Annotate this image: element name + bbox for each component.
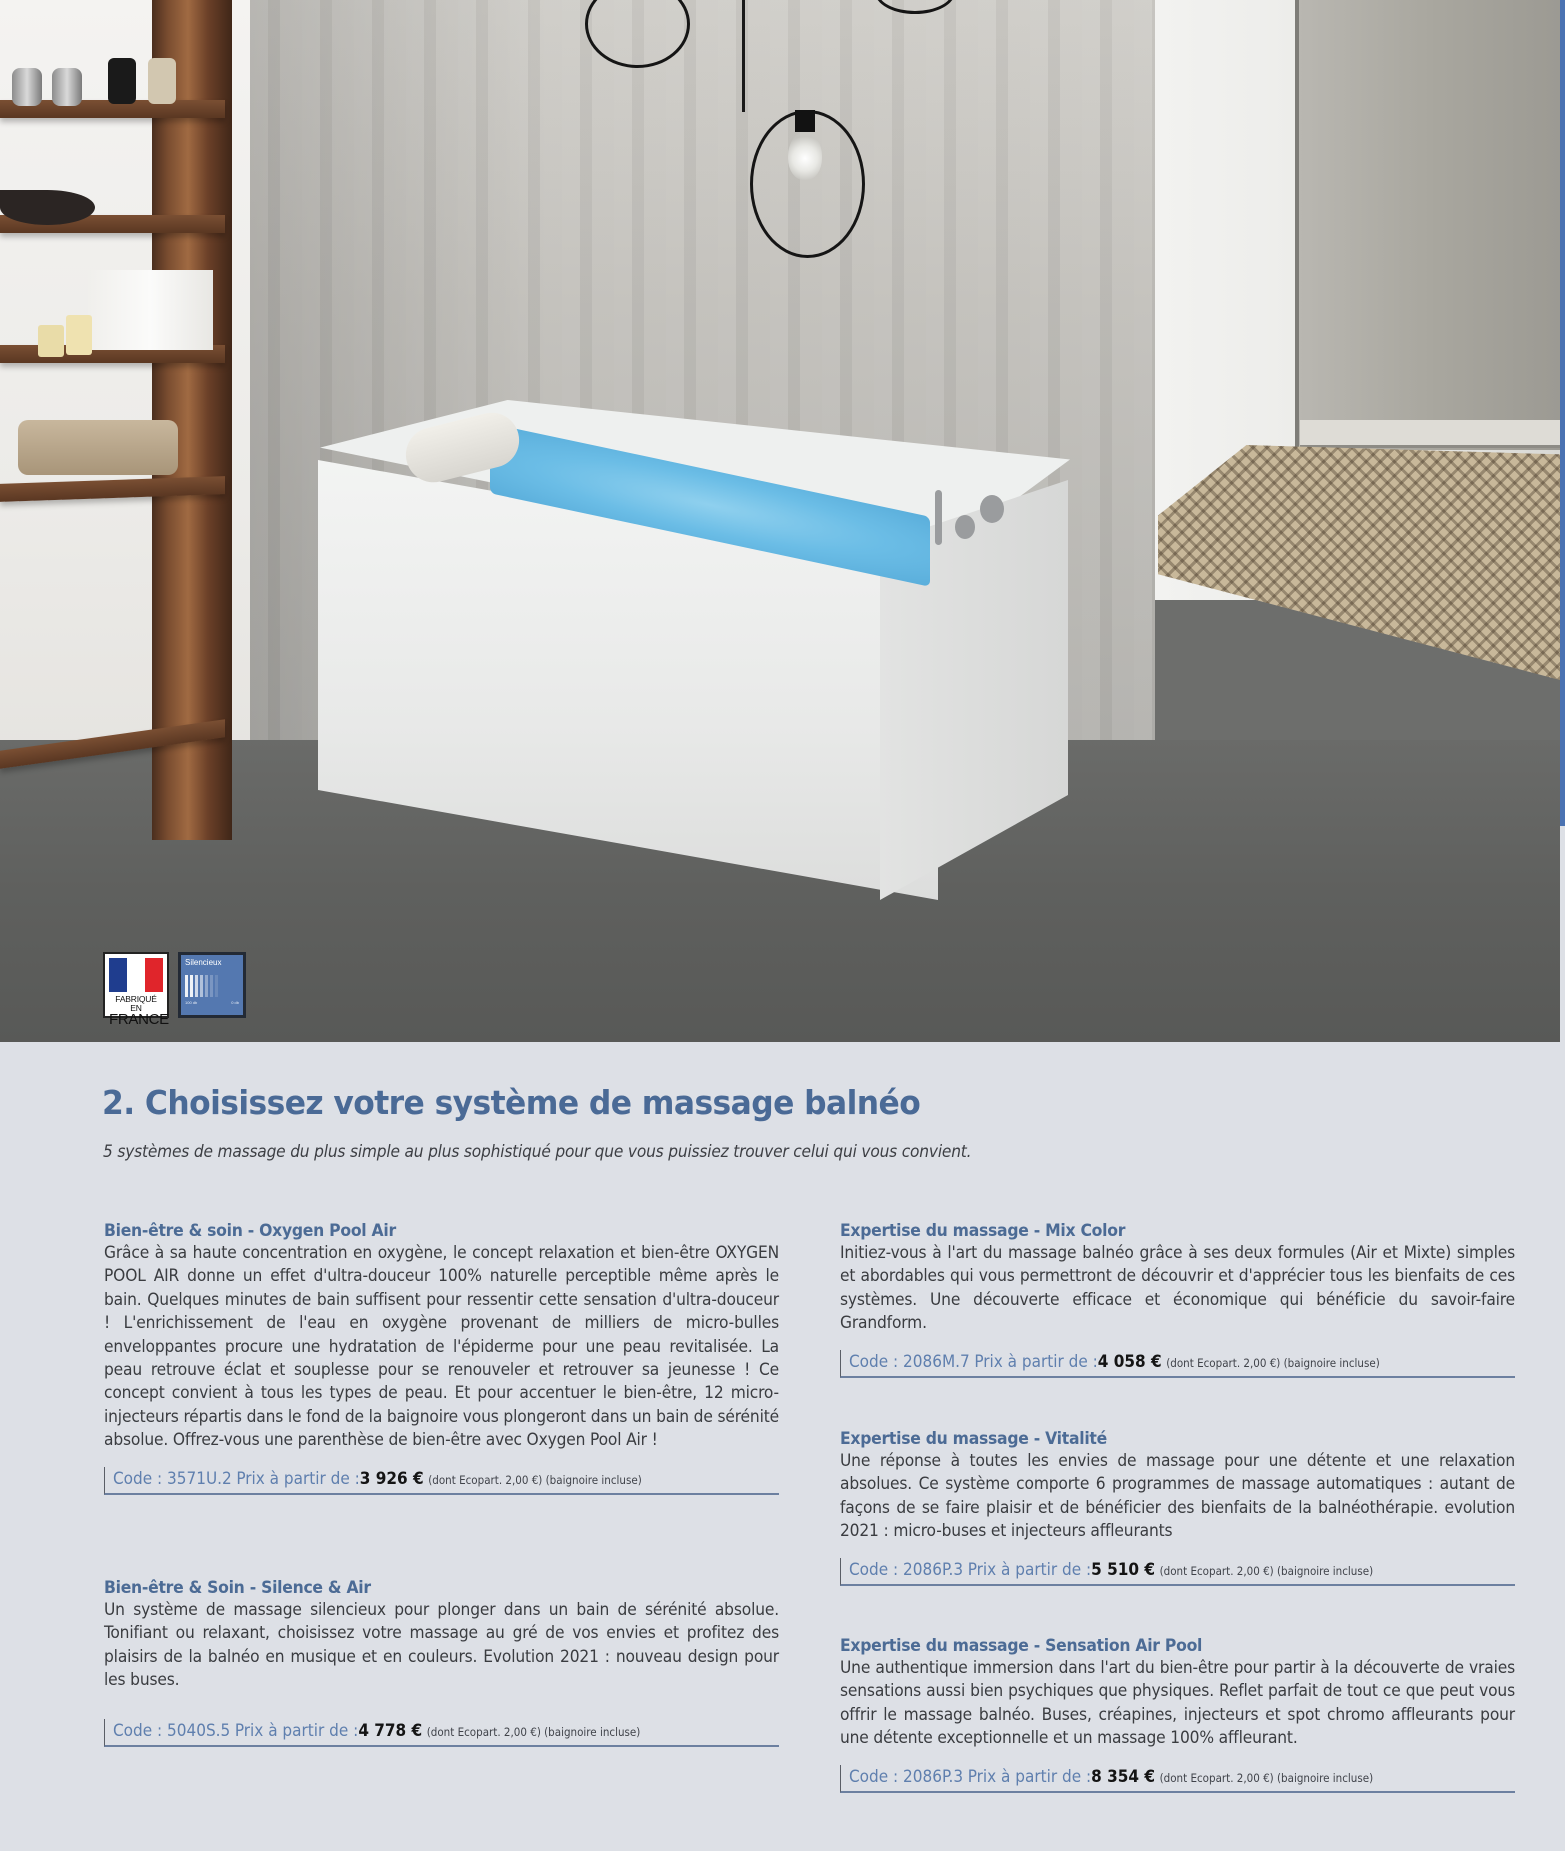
product-code: Code : 2086P.3 [849, 1559, 964, 1580]
price-row [840, 1558, 1515, 1586]
scale-max: 0 db [231, 1000, 239, 1005]
rug [1158, 445, 1560, 680]
price-note: (dont Ecopart. 2,00 €) (baignoire incluse) [428, 1472, 642, 1487]
product-block-mix-color [840, 1220, 1515, 1378]
product-block-sensation-air-pool [840, 1635, 1515, 1793]
badge-line1: FABRIQUÉ EN [115, 994, 157, 1013]
silent-label: Silencieux [185, 958, 222, 967]
tap-knob [980, 495, 1004, 523]
price-row [840, 1350, 1515, 1378]
shower-glass [1295, 0, 1560, 450]
product-description: Grâce à sa haute concentration en oxygène, le concept relaxation et bien-être OXYGEN POOL AIR donne un effet d'ultra-douceur 100% naturelle perceptible même après le bain. Quelques minutes de bain suffisent pour ressentir cette sensation d'ultra-douceur ! L'enrichissement de l'eau en oxygène provenant de milliers de micro-bulles enveloppantes procure une hydratation de l'épiderme pour une peau revitalisée. La peau retrouve éclat et souplesse pour se renouveler et retrouver sa jeunesse ! Ce concept convient à tous les types de peau. Et pour accentuer le bien-être, 12 micro-injecteurs répartis dans le fond de la baignoire vous plongeront dans un bain de sérénité absolue. Offrez-vous une parenthèse de bien-être avec Oxygen Pool Air ! [104, 1243, 779, 1451]
price-amount: 3 926 € [359, 1468, 424, 1489]
product-title: Bien-être & Soin - Silence & Air [104, 1578, 371, 1598]
product-title: Expertise du massage - Mix Color [840, 1221, 1126, 1241]
price-note: (dont Ecopart. 2,00 €) (baignoire incluse) [1159, 1770, 1374, 1785]
books [88, 270, 213, 350]
price-label: Prix à partir de : [967, 1559, 1092, 1580]
towels [18, 420, 178, 475]
jar [12, 68, 42, 106]
section-subtitle: 5 systèmes de massage du plus simple au plus sophistiqué pour que vous puissiez trouver celui qui vous convient. [103, 1142, 972, 1161]
product-block-oxygen-pool-air [104, 1220, 779, 1495]
bottle [108, 58, 136, 104]
shower-tray [1300, 420, 1560, 448]
badge-line2: FRANCE [109, 1011, 169, 1028]
french-flag-icon [109, 958, 163, 992]
price-row [840, 1765, 1515, 1793]
product-description: Une authentique immersion dans l'art du bien-être pour partir à la découverte de vraies sensations aussi bien psychiques que physiques. Reflet parfait de tout ce que peut vous offrir le massage balnéo. Buses, créapines, injecteurs et spot chromo affleurants pour une détente exceptionnelle et un massage 100% affleurant. [840, 1658, 1515, 1749]
product-code: Code : 5040S.5 [113, 1720, 231, 1741]
price-amount: 5 510 € [1091, 1559, 1156, 1580]
product-code: Code : 2086M.7 [849, 1351, 970, 1372]
product-block-vitalite [840, 1428, 1515, 1586]
section-title: 2. Choisissez votre système de massage balnéo [102, 1083, 921, 1122]
product-description: Un système de massage silencieux pour plonger dans un bain de sérénité absolue. Tonifiant ou relaxant, choisissez votre massage au gré de vos envies et profitez des plaisirs de la balnéo en musique et en couleurs. Evolution 2021 : nouveau design pour les buses. [104, 1600, 779, 1691]
price-amount: 4 778 € [358, 1720, 423, 1741]
lamp-cord [742, 0, 745, 112]
product-description: Initiez-vous à l'art du massage balnéo grâce à ses deux formules (Air et Mixte) simples et abordables qui vous permettront de découvrir et d'apprécier tous les bienfaits de ces systèmes. Une découverte efficace et économique qui bénéficie du savoir-faire Grandform. [840, 1243, 1515, 1334]
made-in-france-badge [103, 952, 169, 1028]
product-title: Expertise du massage - Sensation Air Pool [840, 1636, 1203, 1656]
price-note: (dont Ecopart. 2,00 €) (baignoire incluse) [426, 1724, 641, 1739]
page-edge-accent [1560, 0, 1565, 826]
price-label: Prix à partir de : [234, 1720, 359, 1741]
product-description: Une réponse à toutes les envies de massage pour une détente et une relaxation absolues. Ce système comporte 6 programmes de massage automatiques : autant de façons de se faire plaisir et de bénéficier des bienfaits de la balnéothérapie. evolution 2021 : micro-buses et injecteurs affleurants [840, 1451, 1515, 1542]
price-note: (dont Ecopart. 2,00 €) (baignoire incluse) [1166, 1355, 1380, 1370]
tap-knob [955, 515, 975, 539]
price-row [104, 1719, 779, 1747]
candle [66, 315, 92, 355]
product-block-silence-air [104, 1577, 779, 1747]
price-label: Prix à partir de : [974, 1351, 1098, 1372]
price-note: (dont Ecopart. 2,00 €) (baignoire incluse) [1159, 1563, 1374, 1578]
product-title: Expertise du massage - Vitalité [840, 1429, 1107, 1449]
bowl [0, 190, 95, 225]
silent-badge [178, 952, 246, 1018]
price-amount: 4 058 € [1097, 1351, 1162, 1372]
lamp-socket [795, 110, 815, 132]
price-amount: 8 354 € [1091, 1766, 1156, 1787]
faucet-icon [935, 490, 942, 545]
product-title: Bien-être & soin - Oxygen Pool Air [104, 1221, 396, 1241]
scale-min: 100 db [185, 1000, 198, 1005]
volume-bars-icon [185, 975, 239, 997]
jar [52, 68, 82, 106]
product-code: Code : 2086P.3 [849, 1766, 964, 1787]
price-row [104, 1467, 779, 1495]
bottle [148, 58, 176, 104]
candle [38, 325, 64, 357]
light-bulb [788, 132, 822, 180]
price-label: Prix à partir de : [236, 1468, 360, 1489]
price-label: Prix à partir de : [967, 1766, 1092, 1787]
product-code: Code : 3571U.2 [113, 1468, 232, 1489]
